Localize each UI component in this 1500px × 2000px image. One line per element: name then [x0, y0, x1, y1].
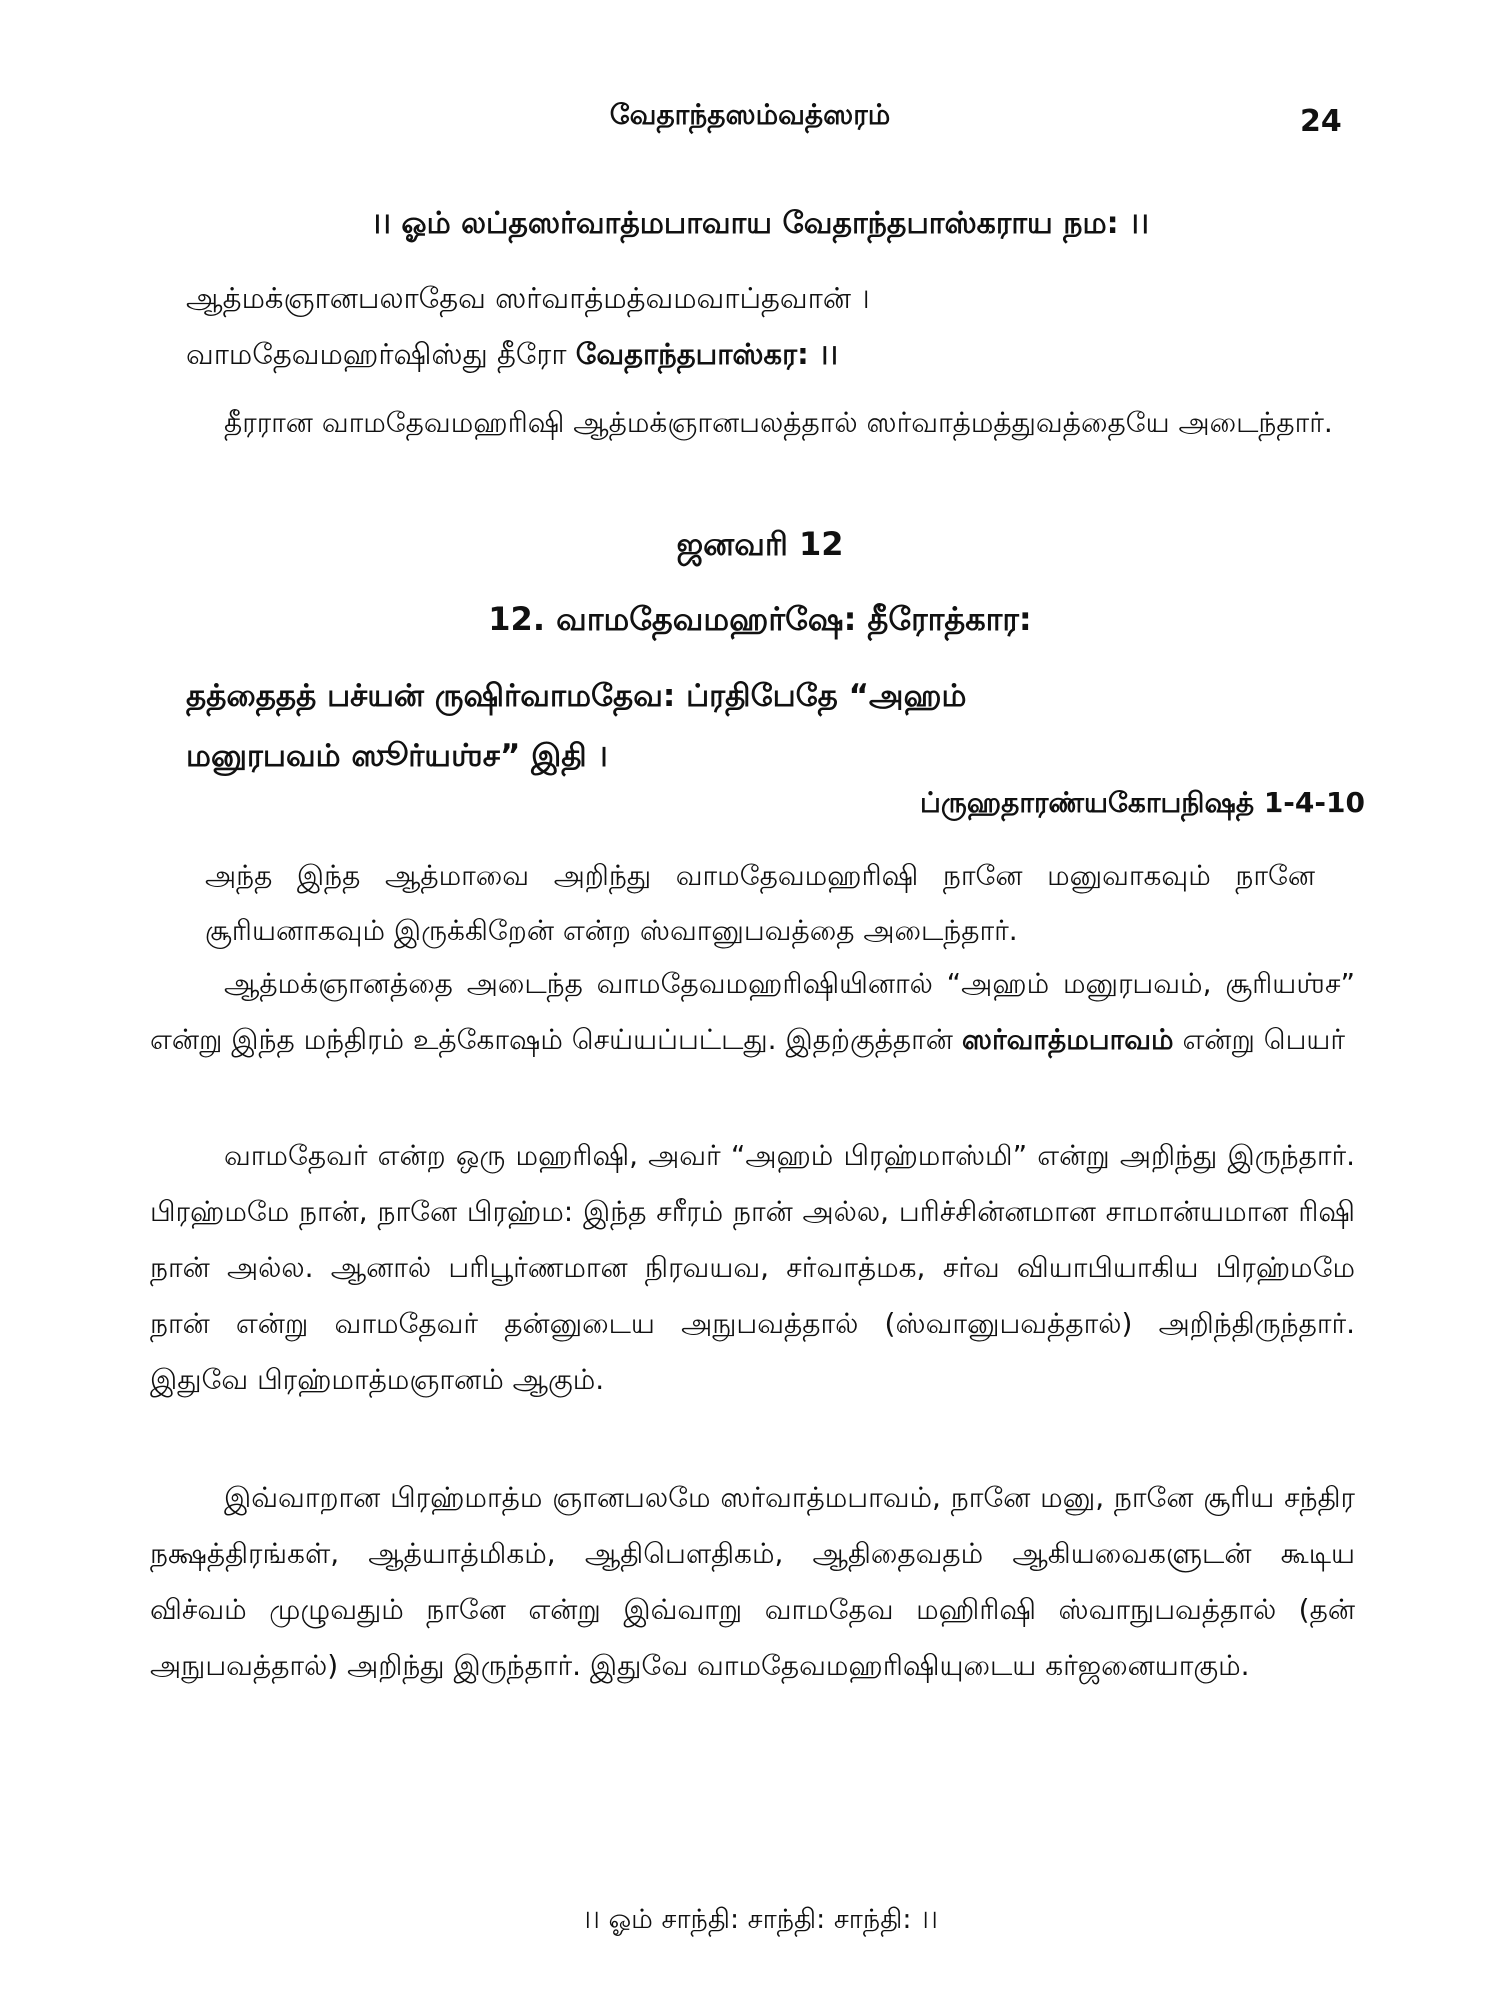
running-header-title: வேதாந்தஸம்வத்ஸரம்	[609, 98, 891, 131]
paragraph-4	[150, 1470, 1355, 1694]
verse-line-2	[186, 326, 1366, 382]
verse-line-1: ஆத்மக்ஞானபலாதேவ ஸர்வாத்மத்வமவாப்தவான் ।	[186, 281, 870, 315]
paragraph-2-text: ஆத்மக்ஞானத்தை அடைந்த வாமதேவமஹரிஷியினால் “அஹம் மனுரபவம், சூரியஶ்ச” என்று இந்த மந்திரம் உத்கோஷம் செய்யப்பட்டது. இதற்குத்தான்	[150, 967, 1355, 1056]
verse-meaning	[150, 395, 1355, 451]
page-number: 24	[1300, 104, 1342, 139]
source-citation: ப்ருஹதாரண்யகோபநிஷத் 1-4-10	[919, 786, 1365, 819]
mantra-line-1: தத்தைதத் பச்யன் ருஷிர்வாமதேவ: ப்ரதிபேதே “அஹம்	[186, 678, 967, 714]
verse-meaning-text: தீரரான வாமதேவமஹரிஷி ஆத்மக்ஞானபலத்தால் ஸர்வாத்மத்துவத்தையே அடைந்தார்.	[224, 406, 1333, 439]
paragraph-4-text: இவ்வாறான பிரஹ்மாத்ம ஞானபலமே ஸர்வாத்மபாவம், நானே மனு, நானே சூரிய சந்திர நக்ஷத்திரங்கள், ஆத்யாத்மிகம், ஆதிபௌதிகம், ஆதிதைவதம் ஆகியவைகளுடன் கூடிய விச்வம் முழுவதும் நானே என்று இவ்வாறு வாமதேவ மஹிரிஷி ஸ்வாநுபவத்தால் (தன் அநுபவத்தால்) அறிந்து இருந்தார். இதுவே வாமதேவமஹரிஷியுடைய கர்ஜனையாகும்.	[150, 1481, 1355, 1682]
section-heading: 12. வாமதேவமஹர்ஷே: தீரோத்கார:	[488, 600, 1032, 638]
verse-line-2-bold: வேதாந்தபாஸ்கர: ।।	[575, 337, 838, 371]
mantra	[186, 666, 1186, 786]
verse-line-2-text: வாமதேவமஹர்ஷிஸ்து தீரோ	[186, 337, 576, 371]
paragraph-2-end: என்று பெயர்	[1173, 1023, 1346, 1056]
paragraph-1: அந்த இந்த ஆத்மாவை அறிந்து வாமதேவமஹரிஷி நானே மனுவாகவும் நானே சூரியனாகவும் இருக்கிறேன் என்ற ஸ்வானுபவத்தை அடைந்தார்.	[205, 859, 1315, 947]
paragraph-2-bold-term: ஸர்வாத்மபாவம்	[961, 1023, 1174, 1056]
paragraph-3	[150, 1128, 1355, 1408]
paragraph-2	[150, 956, 1355, 1068]
mantra-line-2: மனுரபவம் ஸூர்யஶ்ச” இதி ।	[186, 738, 608, 774]
date-heading: ஜனவரி 12	[676, 525, 844, 563]
paragraph-3-text: வாமதேவர் என்ற ஒரு மஹரிஷி, அவர் “அஹம் பிரஹ்மாஸ்மி” என்று அறிந்து இருந்தார். பிரஹ்மமே நான், நானே பிரஹ்ம: இந்த சரீரம் நான் அல்ல, பரிச்சின்னமான சாமான்யமான ரிஷி நான் அல்ல. ஆனால் பரிபூர்ணமான நிரவயவ, சர்வாத்மக, சர்வ வியாபியாகிய பிரஹ்மமே நான் என்று வாமதேவர் தன்னுடைய அநுபவத்தால் (ஸ்வானுபவத்தால்) அறிந்திருந்தார். இதுவே பிரஹ்மாத்மஞானம் ஆகும்.	[150, 1139, 1355, 1396]
closing-invocation: ।। ஓம் சாந்தி: சாந்தி: சாந்தி: ।।	[582, 1904, 938, 1935]
opening-invocation: ।। ஓம் லப்தஸர்வாத்மபாவாய வேதாந்தபாஸ்கராய நம: ।।	[371, 206, 1149, 241]
